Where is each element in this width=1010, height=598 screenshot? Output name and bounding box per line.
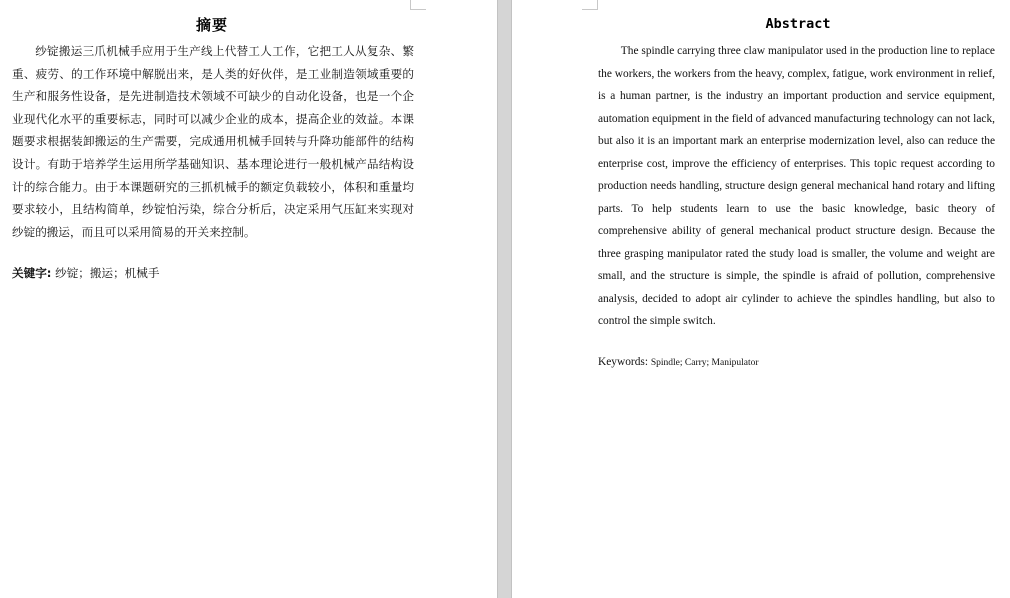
abstract-title-cn: 摘要 (195, 16, 228, 34)
page-corner-mark (582, 0, 598, 10)
page-right (512, 0, 1010, 598)
keywords-values-cn: 纱锭；搬运；机械手 (55, 266, 160, 280)
keywords-label-cn: 关键字: (12, 266, 52, 280)
abstract-body-cn: 纱锭搬运三爪机械手应用于生产线上代替工人工作，它把工人从复杂、繁重、疲劳、的工作环境中解脱出来，是人类的好伙伴，是工业制造领域重要的生产和服务性设备，是先进制造技术领域不可缺少的自动化设备，也是一个企业现代化水平的重要标志，同时可以减少企业的成本，提高企业的效益。本课题要求根据装卸搬运的生产需要，完成通用机械手回转与升降功能部件的结构设计。有助于培养学生运用所学基础知识、基本理论进行一般机械产品结构设计的综合能力。由于本课题研究的三抓机械手的额定负载较小，体积和重量均要求较小，且结构简单，纱锭怕污染，综合分析后，决定采用气压缸来实现对纱锭的搬运，而且可以采用简易的开关来控制。 (12, 44, 414, 239)
keywords-en (598, 356, 759, 368)
keywords-label-en: Keywords: (598, 356, 648, 368)
keywords-values-en: Spindle; Carry; Manipulator (650, 358, 759, 368)
abstract-title-en: Abstract (765, 16, 831, 32)
page-left (0, 0, 497, 598)
page-gutter (497, 0, 512, 598)
abstract-body-en: The spindle carrying three claw manipulator used in the production line to replace the workers, the workers from the heavy, complex, fatigue, work environment in relief, is a human partner, is the industry an important production and service equipment, automation equipment in the field of advanced manufacturing technology can not lack, but also it is an important mark an enterprise modernization level, also can reduce the enterprise cost, improve the efficiency of enterprises. This topic request according to production needs handling, structure design general mechanical hand rotary and lifting parts. To help students learn to use the basic knowledge, basic theory of comprehensive ability of general mechanical product structure design. Because the three grasping manipulator rated the study load is smaller, the volume and weight are small, and the structure is simple, the spindle is afraid of pollution, comprehensive analysis, decided to adopt air cylinder to achieve the spindles handling, but also to control the simple switch. (598, 45, 995, 327)
keywords-cn (12, 265, 159, 281)
page-corner-mark (410, 0, 426, 10)
